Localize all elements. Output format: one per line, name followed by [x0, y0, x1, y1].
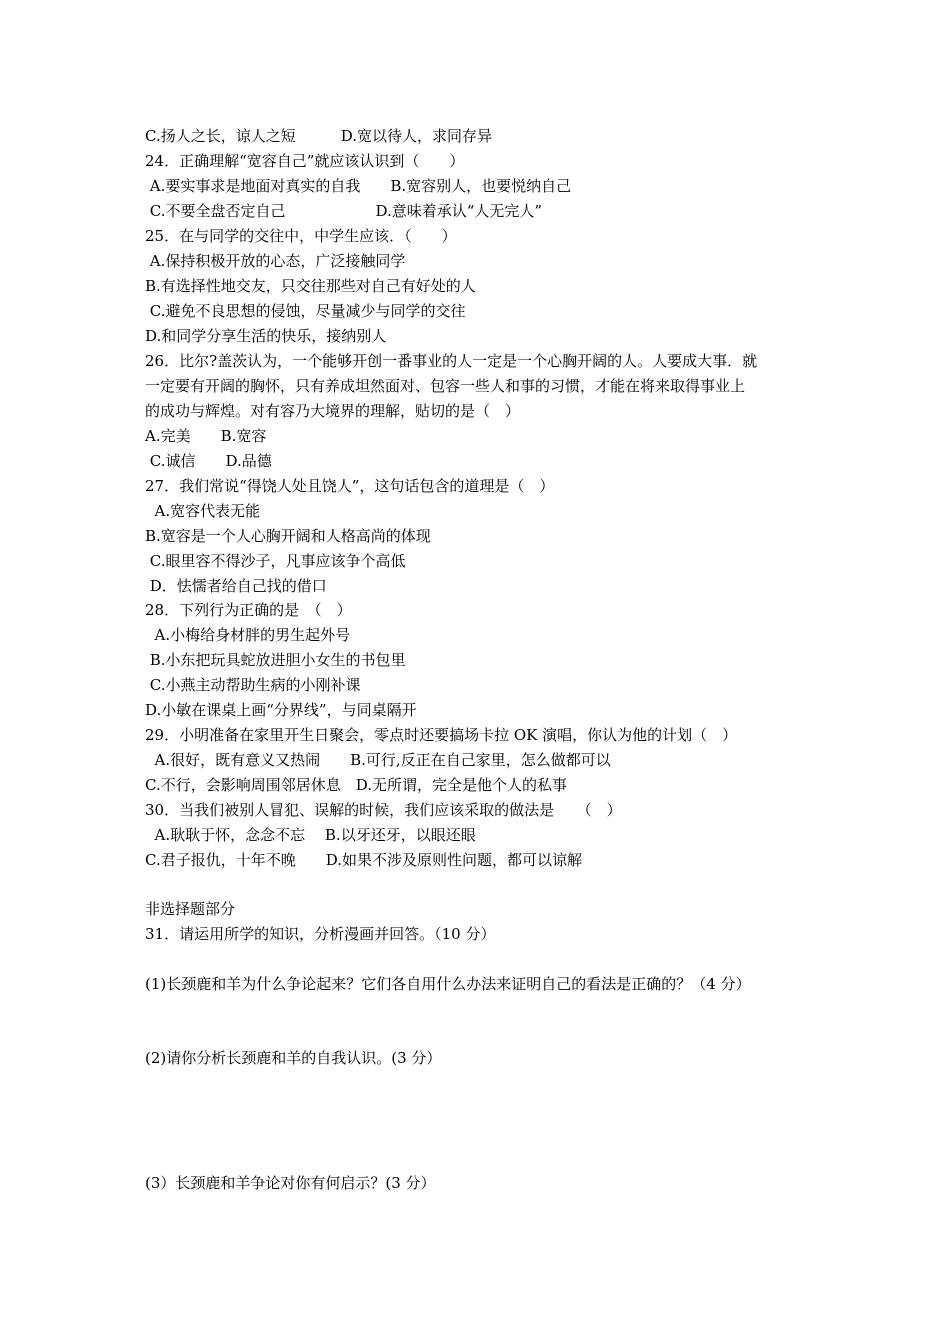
q30-options-ab: A.耿耿于怀，念念不忘 B.以牙还牙，以眼还眼 [145, 826, 476, 844]
q24-options-ab: A.要实事求是地面对真实的自我 B.宽容别人，也要悦纳自己 [145, 177, 572, 195]
q28-option-b: B.小东把玩具蛇放进胆小女生的书包里 [145, 651, 406, 669]
q24-stem: 24．正确理解“宽容自己”就应该认识到（ ） [145, 152, 465, 170]
q31-part1: (1)长颈鹿和羊为什么争论起来？它们各自用什么办法来证明自己的看法是正确的？（4 分） [145, 975, 751, 993]
q29-options-cd: C.不行，会影响周围邻居休息 D.无所谓，完全是他个人的私事 [145, 776, 567, 794]
q26-options-cd: C.诚信 D.品德 [145, 452, 272, 470]
q25-stem: 25．在与同学的交往中，中学生应该．（ ） [145, 227, 457, 245]
q31-part2: (2)请你分析长颈鹿和羊的自我认识。(3 分） [145, 1049, 442, 1067]
q31-stem: 31．请运用所学的知识，分析漫画并回答。（10 分） [145, 925, 496, 943]
q28-stem: 28．下列行为正确的是 （ ） [145, 601, 352, 619]
q28-option-a: A.小梅给身材胖的男生起外号 [145, 626, 351, 644]
q28-option-c: C.小燕主动帮助生病的小刚补课 [145, 676, 361, 694]
q29-options-ab: A.很好，既有意义又热闹 B.可行,反正在自己家里，怎么做都可以 [145, 751, 611, 769]
q27-option-d: D．怯懦者给自己找的借口 [145, 577, 327, 595]
q29-stem: 29．小明准备在家里开生日聚会，零点时还要搞场卡拉 OK 演唱，你认为他的计划（ ） [145, 726, 738, 744]
q30-options-cd: C.君子报仇，十年不晚 D.如果不涉及原则性问题，都可以谅解 [145, 851, 582, 869]
q25-option-b: B.有选择性地交友，只交往那些对自己有好处的人 [145, 277, 476, 295]
q25-option-a: A.保持积极开放的心态，广泛接触同学 [145, 252, 406, 270]
q26-stem-line3: 的成功与辉煌。对有容乃大境界的理解，贴切的是（ ） [145, 402, 521, 420]
q27-stem: 27．我们常说“得饶人处且饶人”，这句话包含的道理是（ ） [145, 477, 555, 495]
q26-stem-line1: 26．比尔?盖茨认为，一个能够开创一番事业的人一定是一个心胸开阔的人。人要成大事．就 [145, 352, 758, 370]
q27-option-a: A.宽容代表无能 [145, 502, 261, 520]
q31-part3: (3）长颈鹿和羊争论对你有何启示？(3 分） [145, 1174, 436, 1192]
q28-option-d: D.小敏在课桌上画“分界线”，与同桌隔开 [145, 701, 417, 719]
q26-stem-line2: 一定要有开阔的胸怀，只有养成坦然面对、包容一些人和事的习惯，才能在将来取得事业上 [145, 377, 746, 395]
q25-option-d: D.和同学分享生活的快乐，接纳别人 [145, 327, 387, 345]
q25-option-c: C.避免不良思想的侵蚀，尽量减少与同学的交往 [145, 302, 466, 320]
q27-option-b: B.宽容是一个人心胸开阔和人格高尚的体现 [145, 527, 431, 545]
q24-options-cd: C.不要全盘否定自己 D.意味着承认“人无完人” [145, 202, 543, 220]
q23-options-cd: C.扬人之长，谅人之短 D.宽以待人，求同存异 [145, 127, 492, 145]
q27-option-c: C.眼里容不得沙子，凡事应该争个高低 [145, 552, 406, 570]
section-heading: 非选择题部分 [145, 900, 236, 918]
q26-options-ab: A.完美 B.宽容 [145, 427, 267, 445]
q30-stem: 30．当我们被别人冒犯、误解的时候，我们应该采取的做法是 （ ） [145, 801, 622, 819]
